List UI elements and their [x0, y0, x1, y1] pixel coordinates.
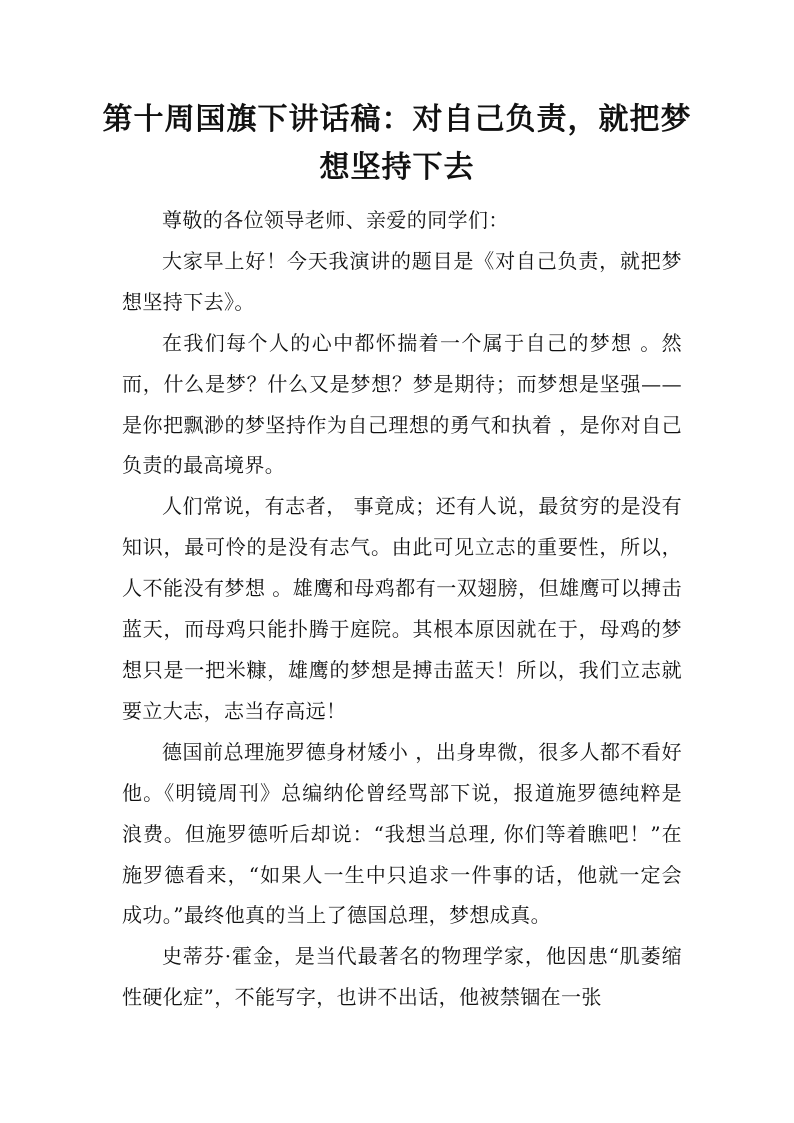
opening-paragraph: 大家早上好！今天我演讲的题目是《对自己负责，就把梦想坚持下去》。: [122, 248, 682, 314]
ambition-paragraph: 人们常说，有志者， 事竟成；还有人说，最贫穷的是没有知识，最可怜的是没有志气。由此可见立志的重要性，所以，人不能没有梦想 。雄鹰和母鸡都有一双翅膀，但雄鹰可以搏击蓝天，而母鸡只能扑腾于庭院。其根本原因就在于，母鸡的梦想只是一把米糠，雄鹰的梦想是搏击蓝天！所以，我们立志就要立大志，志当存高远！: [122, 494, 682, 723]
dream-definition-paragraph: 在我们每个人的心中都怀揣着一个属于自己的梦想 。然而，什么是梦？什么又是梦想？梦是期待；而梦想是坚强——是你把飘渺的梦坚持作为自己理想的勇气和执着 ，是你对自己负责的最高境界。: [122, 330, 682, 478]
document-body: [122, 200, 682, 1018]
schroeder-paragraph: 德国前总理施罗德身材矮小 ，出身卑微，很多人都不看好他。《明镜周刊》总编纳伦曾经骂部下说，报道施罗德纯粹是浪费。但施罗德听后却说：“我想当总理, 你们等着瞧吧！”在施罗德看来，“如果人一生中只追求一件事的话，他就一定会成功。”最终他真的当上了德国总理，梦想成真。: [122, 739, 682, 928]
greeting-paragraph: 尊敬的各位领导老师、亲爱的同学们：: [162, 208, 509, 232]
document-title: 第十周国旗下讲话稿：对自己负责，就把梦想坚持下去: [102, 102, 692, 185]
hawking-paragraph: 史蒂芬·霍金，是当代最著名的物理学家，他因患“肌萎缩性硬化症”，不能写字，也讲不出话，他被禁锢在一张: [122, 944, 682, 1010]
